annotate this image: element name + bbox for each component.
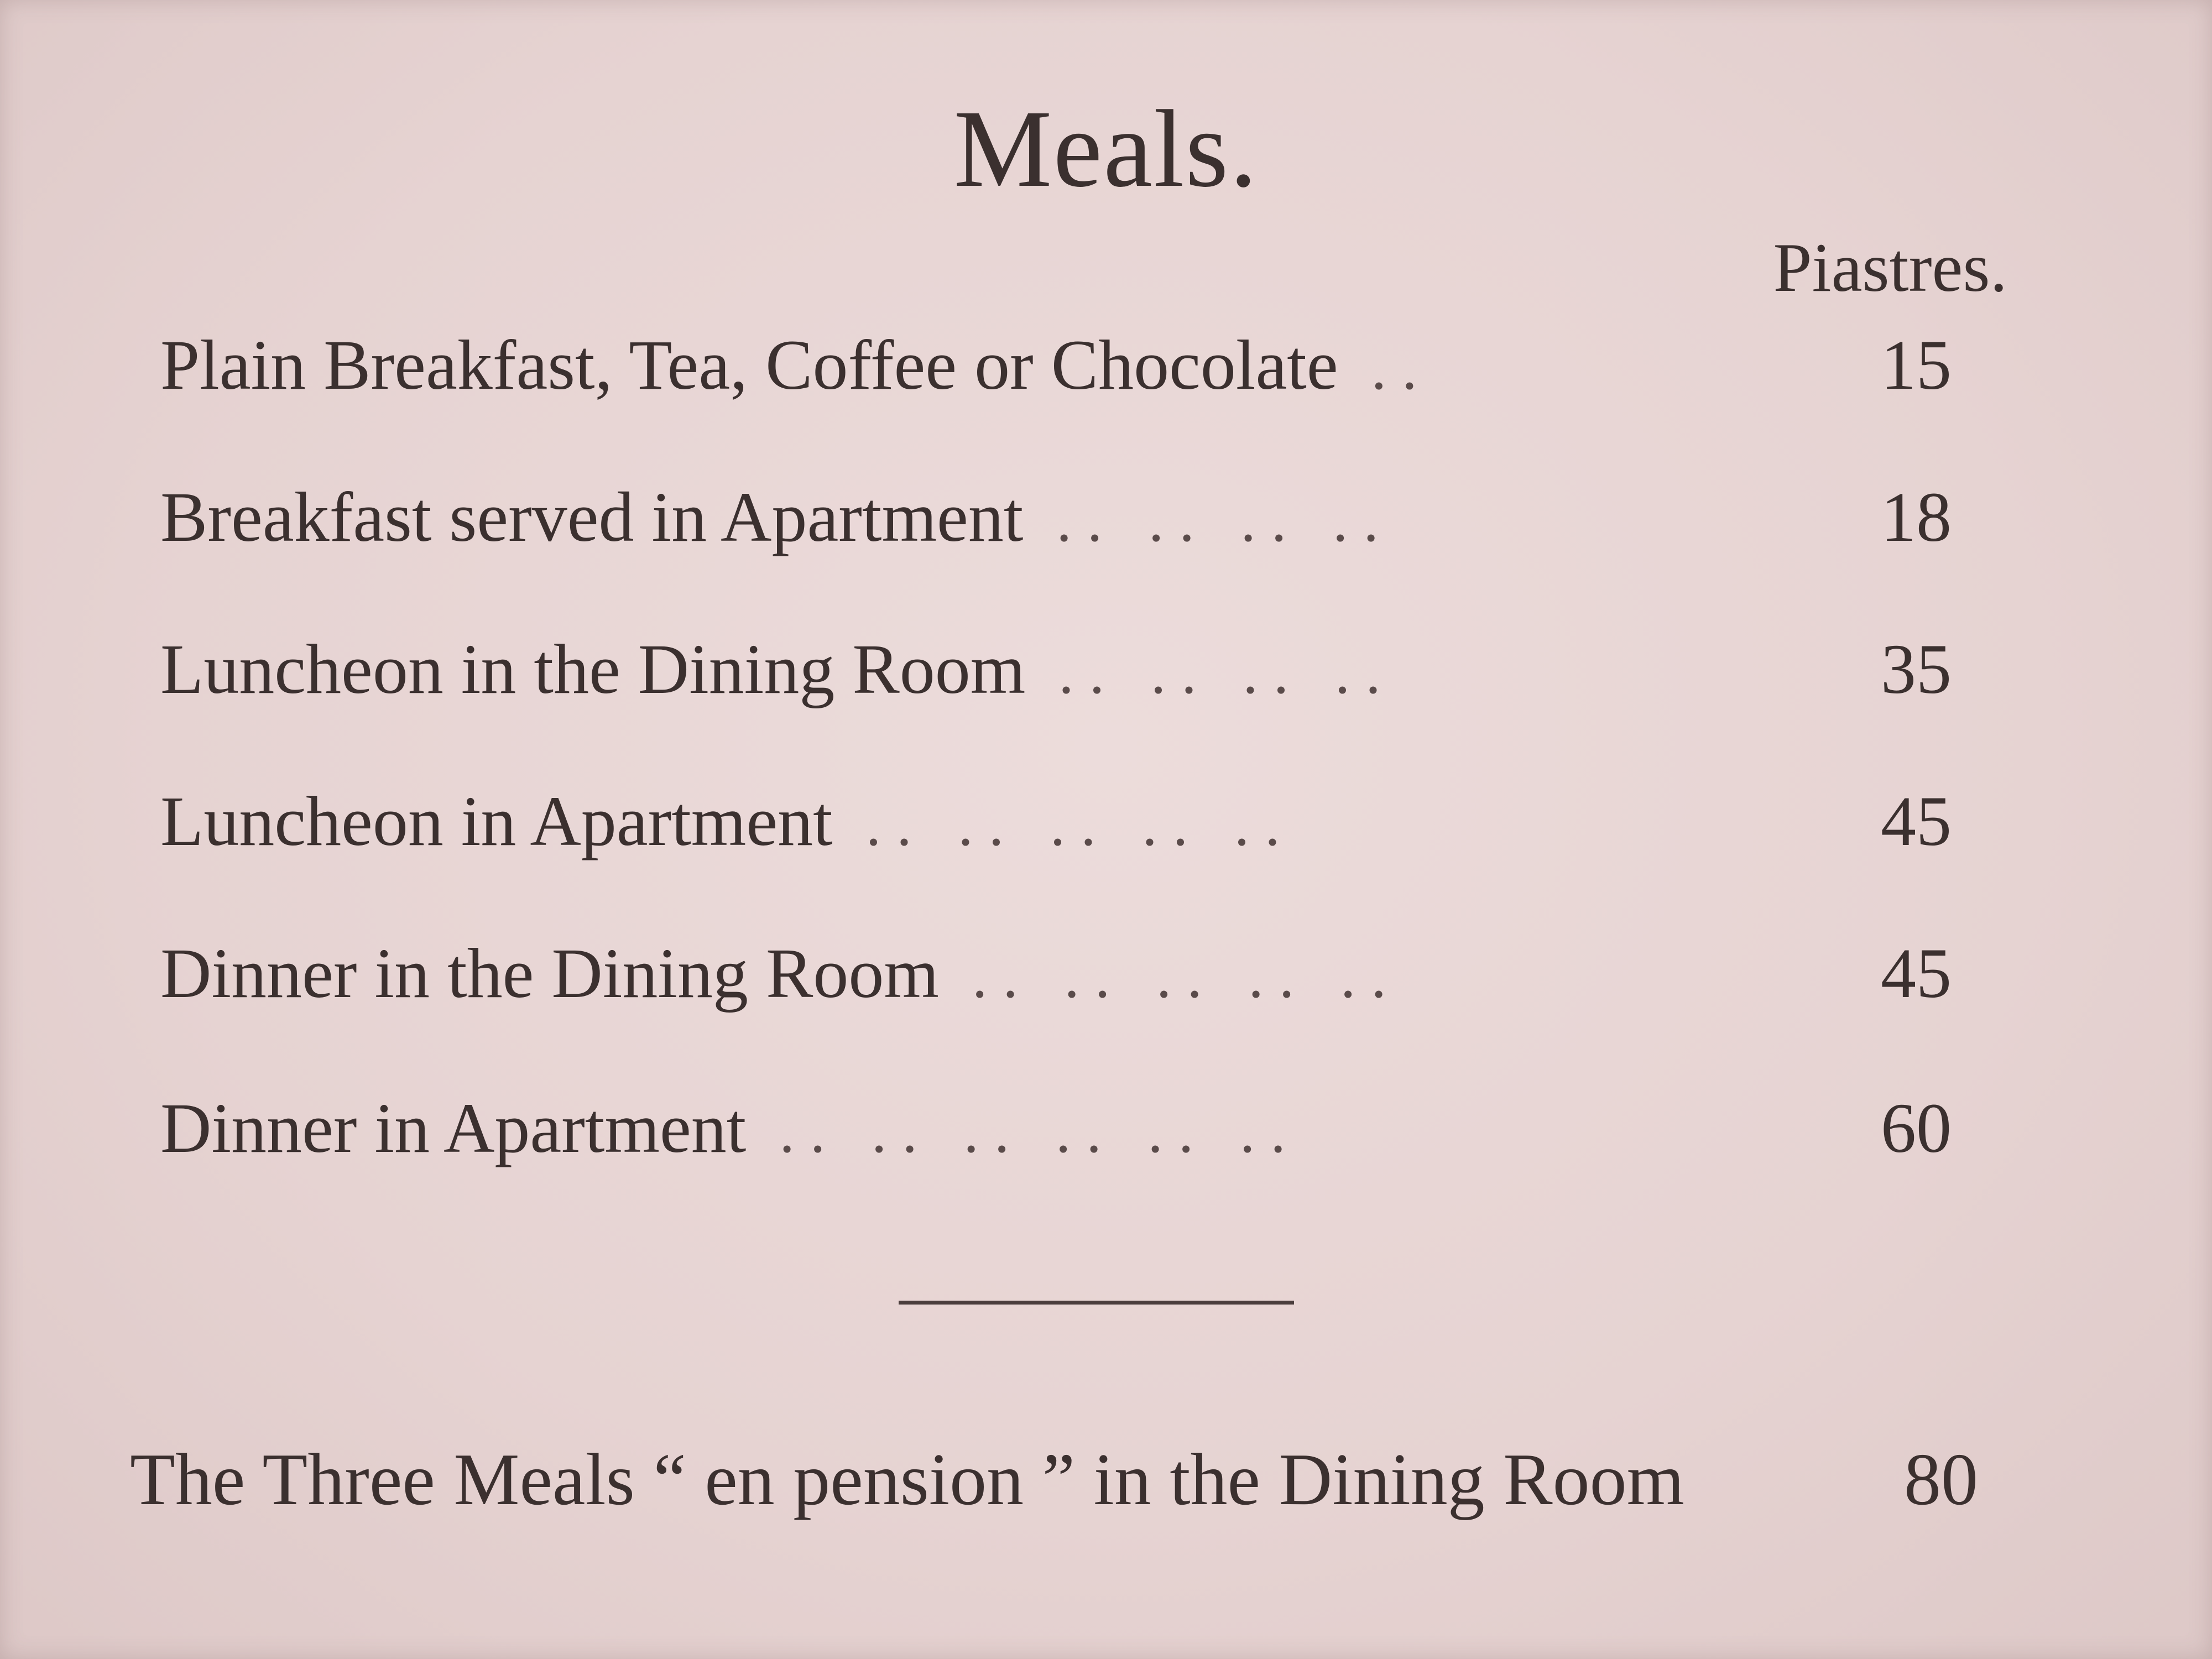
menu-item-price: 35 xyxy=(1881,630,1952,708)
page-title: Meals. xyxy=(953,88,1259,210)
menu-item-price: 60 xyxy=(1881,1089,1952,1167)
dot-leader: .. .. .. .. .. xyxy=(865,791,1296,858)
menu-item-label: Breakfast served in Apartment xyxy=(160,478,1024,556)
menu-item-label: Luncheon in Apartment xyxy=(160,782,833,860)
menu-item-price: 15 xyxy=(1881,326,1952,404)
menu-item xyxy=(160,777,1980,865)
menu-item-label: Dinner in Apartment xyxy=(160,1089,747,1167)
dot-leader: .. .. .. .. .. xyxy=(972,943,1402,1010)
menu-item-price: 45 xyxy=(1881,934,1952,1013)
price-column-header: Piastres. xyxy=(1773,229,2007,306)
menu-item xyxy=(160,625,1980,713)
pension-price: 80 xyxy=(1904,1438,1978,1520)
menu-item-price: 45 xyxy=(1881,782,1952,860)
menu-item xyxy=(160,1084,1980,1172)
menu-item xyxy=(160,473,1980,561)
menu-item xyxy=(160,929,1980,1018)
divider-rule xyxy=(899,1301,1294,1305)
menu-item-label: Luncheon in the Dining Room xyxy=(160,630,1026,708)
dot-leader: .. xyxy=(1371,335,1433,402)
menu-item-price: 18 xyxy=(1881,478,1952,556)
dot-leader: .. .. .. .. .. .. xyxy=(779,1098,1301,1165)
menu-item-label: Plain Breakfast, Tea, Coffee or Chocolate xyxy=(160,326,1338,404)
pension-line xyxy=(130,1432,2005,1526)
pension-label: The Three Meals “ en pension ” in the Dining Room xyxy=(130,1438,1684,1520)
dot-leader: .. .. .. .. xyxy=(1056,487,1394,554)
dot-leader: .. .. .. .. xyxy=(1058,639,1396,706)
menu-item-label: Dinner in the Dining Room xyxy=(160,934,939,1013)
menu-item xyxy=(160,321,1980,409)
